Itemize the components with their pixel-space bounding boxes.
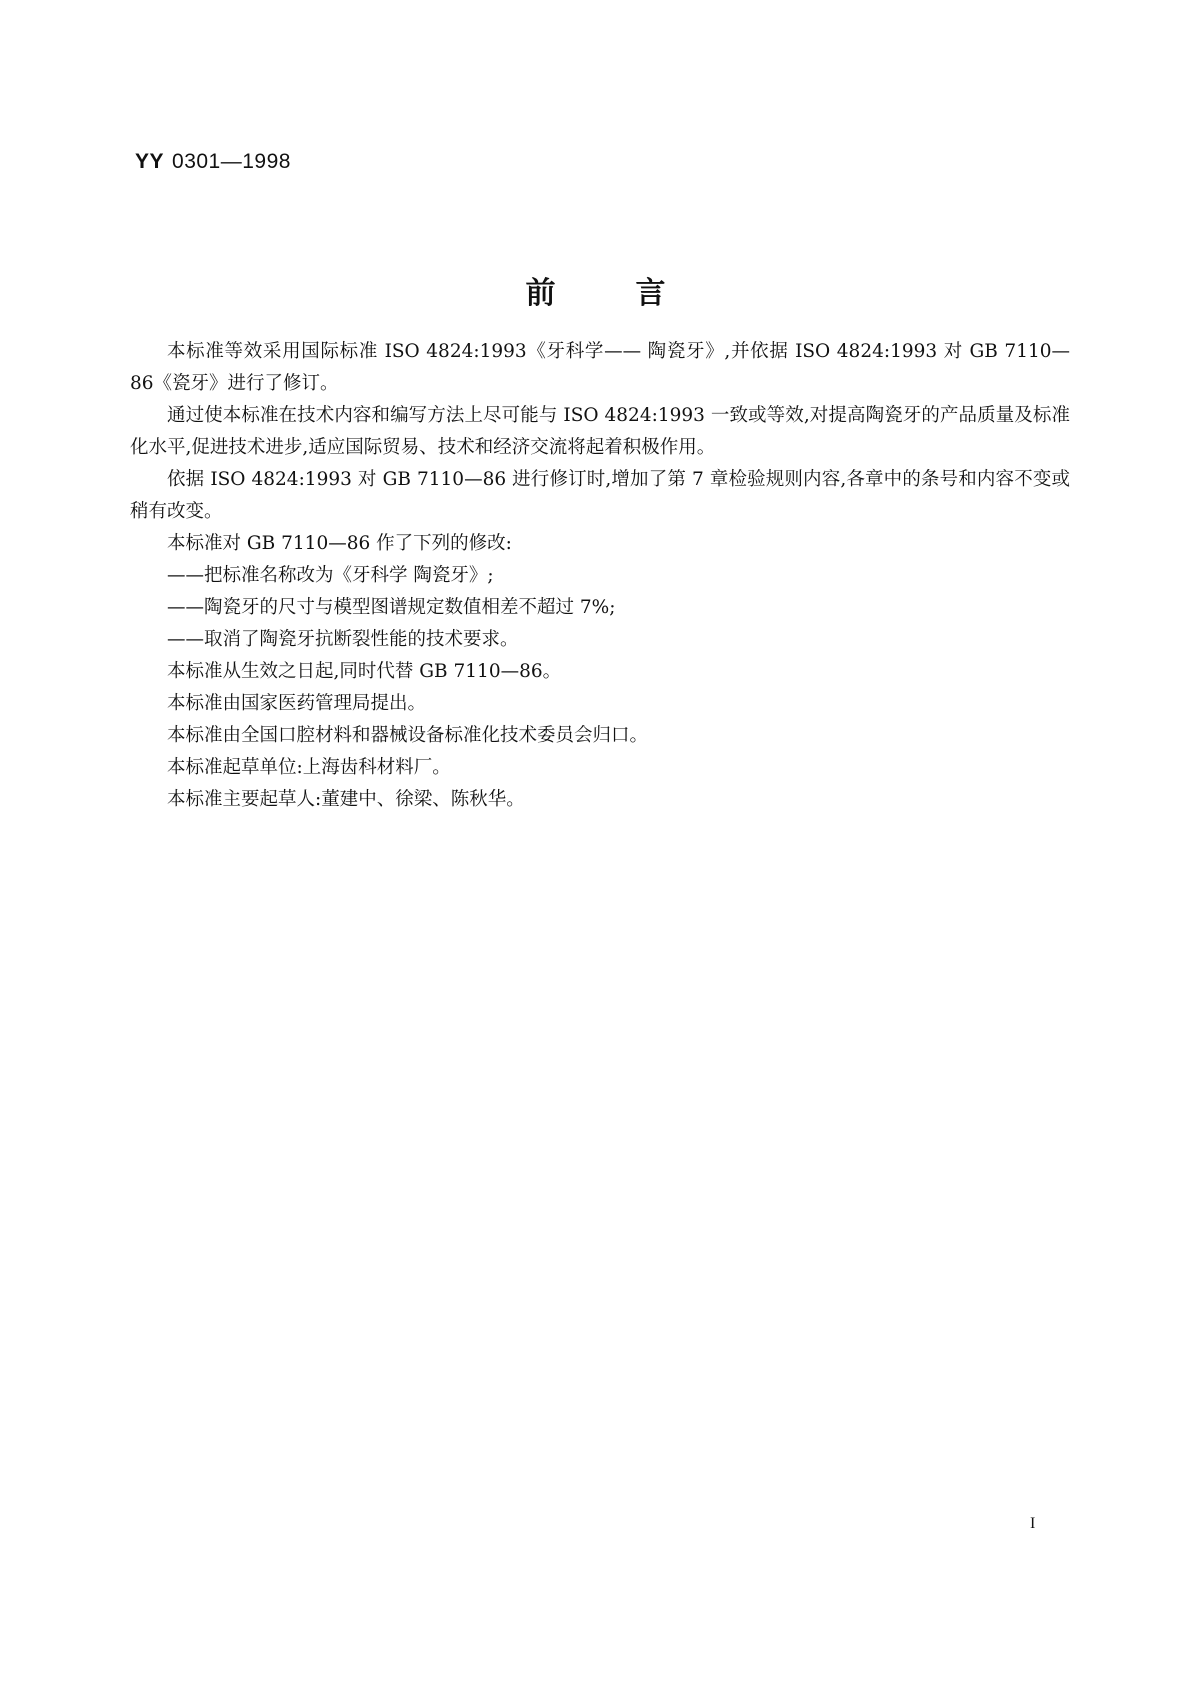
paragraph: 本标准由国家医药管理局提出。	[167, 693, 427, 714]
paragraph: 本标准从生效之日起,同时代替 GB 7110—86。	[167, 661, 562, 682]
standard-prefix: YY	[135, 150, 165, 173]
paragraph: 本标准对 GB 7110—86 作了下列的修改:	[167, 533, 512, 554]
standard-number	[135, 150, 291, 174]
paragraph: 本标准主要起草人:董建中、徐梁、陈秋华。	[167, 789, 525, 810]
list-item: ——取消了陶瓷牙抗断裂性能的技术要求。	[167, 629, 519, 650]
paragraph: 本标准起草单位:上海齿科材料厂。	[167, 757, 451, 778]
paragraph: 依据 ISO 4824:1993 对 GB 7110—86 进行修订时,增加了第 7 章检验规则内容,各章中的条号和内容不变或稍有改变。	[130, 469, 1070, 522]
list-item: ——陶瓷牙的尺寸与模型图谱规定数值相差不超过 7%;	[167, 597, 616, 618]
paragraph: 本标准由全国口腔材料和器械设备标准化技术委员会归口。	[167, 725, 649, 746]
page-number: I	[1030, 1515, 1036, 1532]
foreword-body	[130, 336, 1070, 816]
list-item: ——把标准名称改为《牙科学 陶瓷牙》;	[167, 565, 494, 586]
standard-code: 0301—1998	[172, 150, 291, 173]
paragraph: 通过使本标准在技术内容和编写方法上尽可能与 ISO 4824:1993 一致或等效,对提高陶瓷牙的产品质量及标准化水平,促进技术进步,适应国际贸易、技术和经济交流将起着积极作用。	[130, 405, 1070, 458]
paragraph: 本标准等效采用国际标准 ISO 4824:1993《牙科学—— 陶瓷牙》,并依据 ISO 4824:1993 对 GB 7110—86《瓷牙》进行了修订。	[130, 341, 1070, 394]
page-title: 前言	[525, 276, 746, 311]
